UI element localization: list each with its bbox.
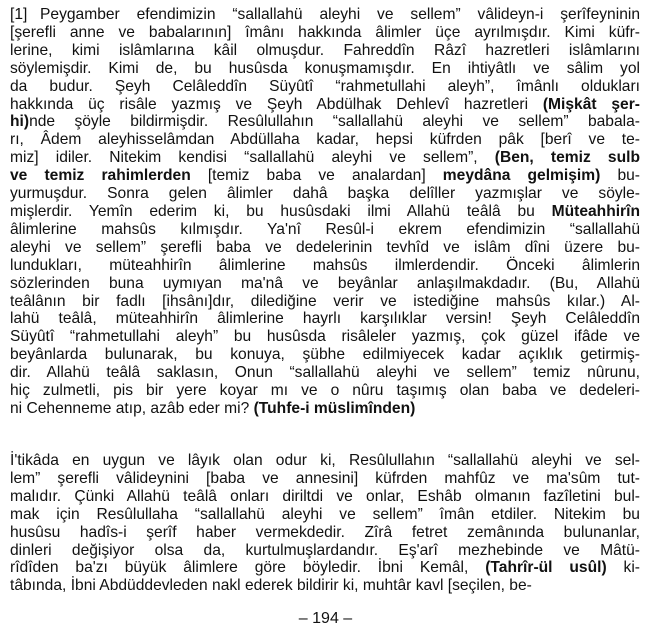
text-line bbox=[10, 310, 640, 328]
line-text: lerine, kimi islâmlarına kâil olmuşdur. Fahreddîn Râzî hazretleri islâmlarını bbox=[10, 41, 640, 59]
text-line bbox=[10, 470, 640, 488]
footnote-marker: [1] bbox=[10, 6, 28, 23]
text-line bbox=[10, 78, 640, 96]
bold-text: (Mişkât şer- bbox=[542, 95, 640, 113]
text-line bbox=[10, 346, 640, 364]
bold-text: (Tahrîr-ül usûl) bbox=[485, 559, 607, 577]
text-line bbox=[10, 524, 640, 542]
line-text: bu- bbox=[600, 167, 640, 185]
line-text: [temiz baba ve analardan] bbox=[190, 167, 443, 185]
line-text: husûsu hadîs-i şerîf haber vermekdedir. Zîrâ fetret zemânında bulunanlar, bbox=[10, 523, 640, 541]
text-line bbox=[10, 131, 640, 149]
text-line bbox=[10, 577, 640, 595]
text-line bbox=[10, 6, 640, 24]
line-text: aleyhi ve sellem” şerefli baba ve dedelerinin tevhîd ve islâm dîni üzere bu- bbox=[10, 238, 640, 256]
line-text: [şerefli anne ve babalarının] îmânı hakkında âlimler üçe ayrılmışdır. Kimi küfr- bbox=[10, 23, 640, 41]
text-line bbox=[10, 506, 640, 524]
footnote-paragraph-2 bbox=[10, 452, 640, 595]
text-line bbox=[10, 382, 640, 400]
line-text: hiç zulmetli, pis bir yere koyar mı ve o nûru taşımış olan baba ve dedeleri- bbox=[10, 382, 640, 400]
bold-text: (Ben, temiz sulb bbox=[494, 149, 640, 167]
line-text: sözlerinden buna uymıyan ma'nâ ve beyânlar anlaşılmakdadır. (Bu, Allahü bbox=[10, 274, 640, 292]
line-text: hakkında üç risâle yazmış ve Şeyh Abdülhak Dehlevî hazretleri bbox=[10, 95, 543, 113]
bold-text: meydâna gelmişim) bbox=[442, 167, 601, 185]
page-number: – 194 – bbox=[298, 610, 353, 627]
line-text: miz] idiler. Nitekim kendisi “sallallahü aleyhi ve sellem”, bbox=[10, 149, 495, 167]
text-line bbox=[10, 559, 640, 577]
line-text: lahü teâlâ, müteahhirîn âlimlerine hayrlı karşılıklar versin! Şeyh Celâleddîn bbox=[10, 310, 640, 328]
text-line bbox=[10, 364, 640, 382]
line-text: nde şöyle bildirmişdir. Resûlullahın “sallallahü aleyhi ve sellem” babala- bbox=[29, 113, 640, 131]
line-text: Peygamber efendimizin “sallallahü aleyhi ve sellem” vâlideyn-i şerîfeyninin bbox=[40, 6, 640, 23]
bold-text: Müteahhirîn bbox=[551, 202, 640, 220]
line-text: âlimlerine mahsûs kılmışdır. Ya'nî Resûl-i ekrem efendimizin “sallallahü bbox=[10, 220, 640, 238]
line-text: Süyûtî “rahmetullahi aleyh” bu husûsda risâleler yazmış, çok güzel ifâde ve bbox=[10, 328, 640, 346]
text-line bbox=[10, 275, 640, 293]
text-line bbox=[10, 488, 640, 506]
line-text: tâbında, İbni Abdüddevleden nakl ederek bildirir ki, muhtâr kavl [seçilen, be- bbox=[10, 577, 532, 595]
line-text: ki- bbox=[606, 559, 640, 577]
text-line bbox=[10, 96, 640, 114]
line-text: İ'tikâda en uygun ve lâyık olan odur ki, Resûlullahın “sallallahü aleyhi ve sel- bbox=[10, 452, 640, 469]
text-line bbox=[10, 293, 640, 311]
text-line bbox=[10, 400, 640, 418]
bold-text: hi) bbox=[10, 113, 30, 131]
text-line bbox=[10, 239, 640, 257]
text-line bbox=[10, 149, 640, 167]
line-text: dir. Allahü teâlâ saklasın, Onun “sallallahü aleyhi ve sellem” temiz nûrunu, bbox=[10, 364, 640, 382]
line-text: lem” şerefli vâlideynini [baba ve annesini] küfrden mahfûz ve ma'sûm tut- bbox=[10, 469, 640, 487]
text-line bbox=[10, 328, 640, 346]
line-text: da budur. Şeyh Celâleddîn Süyûtî “rahmetullahi aleyh”, îmânlı oldukları bbox=[10, 77, 640, 95]
line-text: malıdır. Çünki Allahü teâlâ onları diriltdi ve onlar, Eshâb olmanın fazîletini bul- bbox=[10, 487, 640, 505]
line-text: lundukları, müteahhirîn âlimlerine mahsûs ilmlerdendir. Önceki âlimlerin bbox=[10, 256, 640, 274]
text-line bbox=[10, 167, 640, 185]
line-text: teâlânın bir fadlı [ihsânı]dır, dilediğine verir ve istediğine mahsûs kılar.) Al- bbox=[10, 292, 640, 310]
bold-text: (Tuhfe-i müslimînden) bbox=[253, 399, 416, 417]
text-line bbox=[10, 542, 640, 560]
text-line bbox=[10, 60, 640, 78]
line-text: mak için Resûlullaha “sallallahü aleyhi ve sellem” îmân etdiler. Nitekim bu bbox=[10, 505, 640, 523]
bold-text: ve temiz rahimlerden bbox=[10, 167, 191, 185]
line-text: ni Cehenneme atıp, azâb eder mi? bbox=[10, 399, 254, 417]
text-line bbox=[10, 42, 640, 60]
line-text: rı, Âdem aleyhisselâmdan Abdüllaha kadar, hepsi küfrden pâk [berî ve te- bbox=[10, 131, 640, 149]
footnote-paragraph-1 bbox=[10, 6, 640, 418]
text-line bbox=[10, 113, 640, 131]
line-text: beyânlarda bulunarak, bu konuya, şübhe edilmiyecek kadar açıklık getirmiş- bbox=[10, 346, 640, 364]
text-line bbox=[10, 24, 640, 42]
line-text: yurmuşdur. Sonra gelen âlimler dahâ başka delîller yazmışlar ve söyle- bbox=[10, 185, 640, 203]
line-text: rîdîden ba'zı büyük âlimlere göre böyledir. İbni Kemâl, bbox=[10, 559, 486, 577]
line-text: söylemişdir. Kimi de, bu husûsda konuşmamışdır. En ihtiyâtlı ve sâlim yol bbox=[10, 59, 640, 77]
text-line bbox=[10, 221, 640, 239]
line-text: mişlerdir. Yemîn ederim ki, bu husûsdaki ilmi Allahü teâlâ bu bbox=[10, 202, 552, 220]
text-line bbox=[10, 257, 640, 275]
text-line bbox=[10, 452, 640, 470]
text-line bbox=[10, 185, 640, 203]
line-text: dinleri değişiyor olsa da, kurtulmuşlardandır. Eş'arî mezhebinde ve Mâtü- bbox=[10, 541, 640, 559]
text-line bbox=[10, 203, 640, 221]
